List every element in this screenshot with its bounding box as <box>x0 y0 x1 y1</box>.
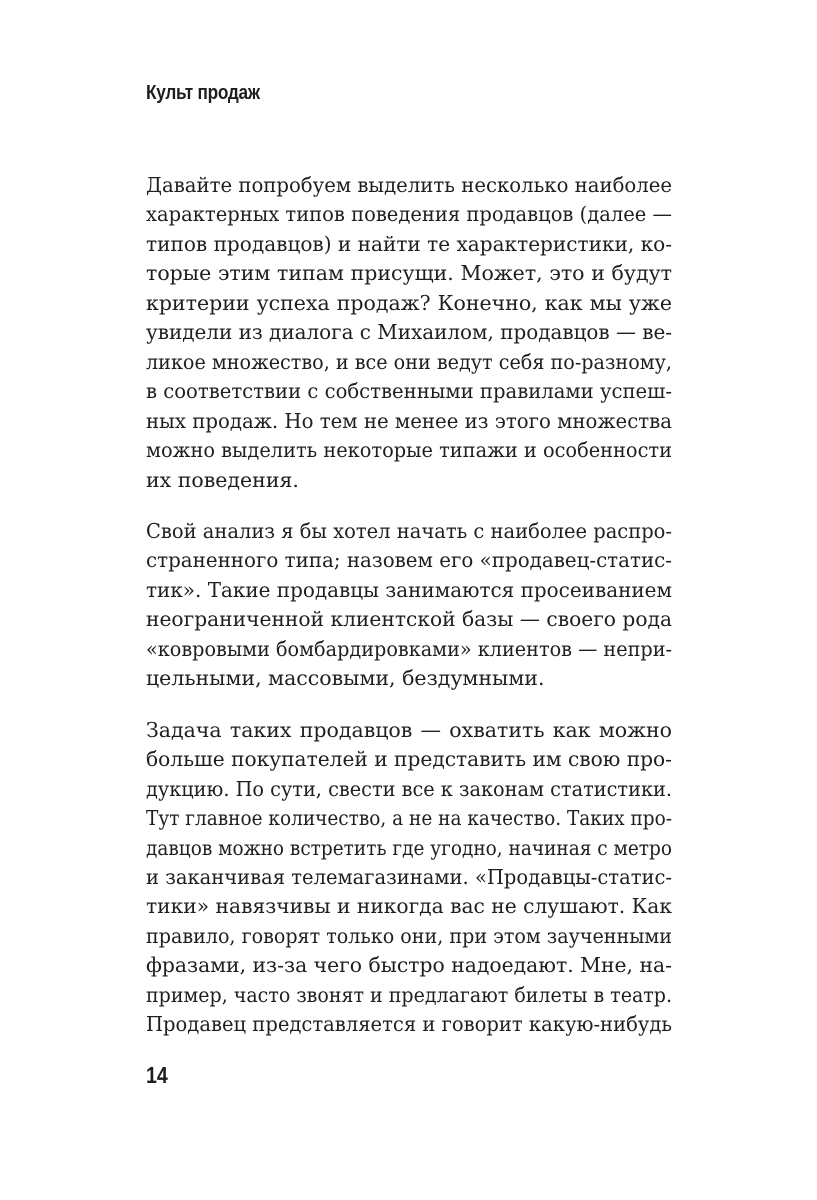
text-line: дукцию. По сути, свести все к законам статистики. <box>146 776 672 801</box>
paragraph <box>146 716 672 1040</box>
text-line: увидели из диалога с Михаилом, продавцов — ве- <box>146 320 672 345</box>
text-line: в соответствии с собственными правилами успеш- <box>146 379 672 404</box>
text-line: страненного типа; назовем его «продавец-статис- <box>146 548 672 573</box>
running-head: Культ продаж <box>146 82 260 104</box>
paragraph <box>146 517 672 694</box>
text-line: неограниченной клиентской базы — своего рода <box>146 607 672 632</box>
text-line: фразами, из-за чего быстро надоедают. Мне, на- <box>146 953 672 978</box>
text-line: цельными, массовыми, бездумными. <box>146 666 545 691</box>
text-line: давцов можно встретить где угодно, начиная с метро <box>146 835 672 860</box>
text-line: Свой анализ я бы хотел начать с наиболее распро- <box>146 518 672 543</box>
text-line: можно выделить некоторые типажи и особенности <box>146 438 672 463</box>
page-number: 14 <box>146 1062 168 1088</box>
text-line: тик». Такие продавцы занимаются просеиванием <box>146 577 672 602</box>
text-line: типов продавцов) и найти те характеристики, ко- <box>146 231 672 256</box>
text-line: их поведения. <box>146 467 299 492</box>
text-line: «ковровыми бомбардировками» клиентов — непри- <box>146 636 672 661</box>
text-line: Давайте попробуем выделить несколько наиболее <box>146 173 672 197</box>
text-line: характерных типов поведения продавцов (далее — <box>146 202 672 227</box>
text-line: критерии успеха продаж? Конечно, как мы уже <box>146 290 672 315</box>
text-line: Тут главное количество, а не на качество. Таких про- <box>146 806 672 831</box>
text-line: Задача таких продавцов — охватить как можно <box>146 717 672 742</box>
body-text <box>146 171 672 1062</box>
text-line: больше покупателей и представить им свою про- <box>146 747 672 772</box>
paragraph <box>146 171 672 495</box>
text-line: Продавец представляется и говорит какую-нибудь <box>146 1012 672 1037</box>
text-line: ликое множество, и все они ведут себя по-разному, <box>146 349 672 374</box>
text-line: торые этим типам присущи. Может, это и будут <box>146 261 672 286</box>
text-line: правило, говорят только они, при этом заученными <box>146 923 672 948</box>
text-line: пример, часто звонят и предлагают билеты в театр. <box>146 982 672 1007</box>
text-line: ных продаж. Но тем не менее из этого множества <box>146 408 672 433</box>
text-line: тики» навязчивы и никогда вас не слушают. Как <box>146 894 672 919</box>
text-line: и заканчивая телемагазинами. «Продавцы-статис- <box>146 864 672 889</box>
